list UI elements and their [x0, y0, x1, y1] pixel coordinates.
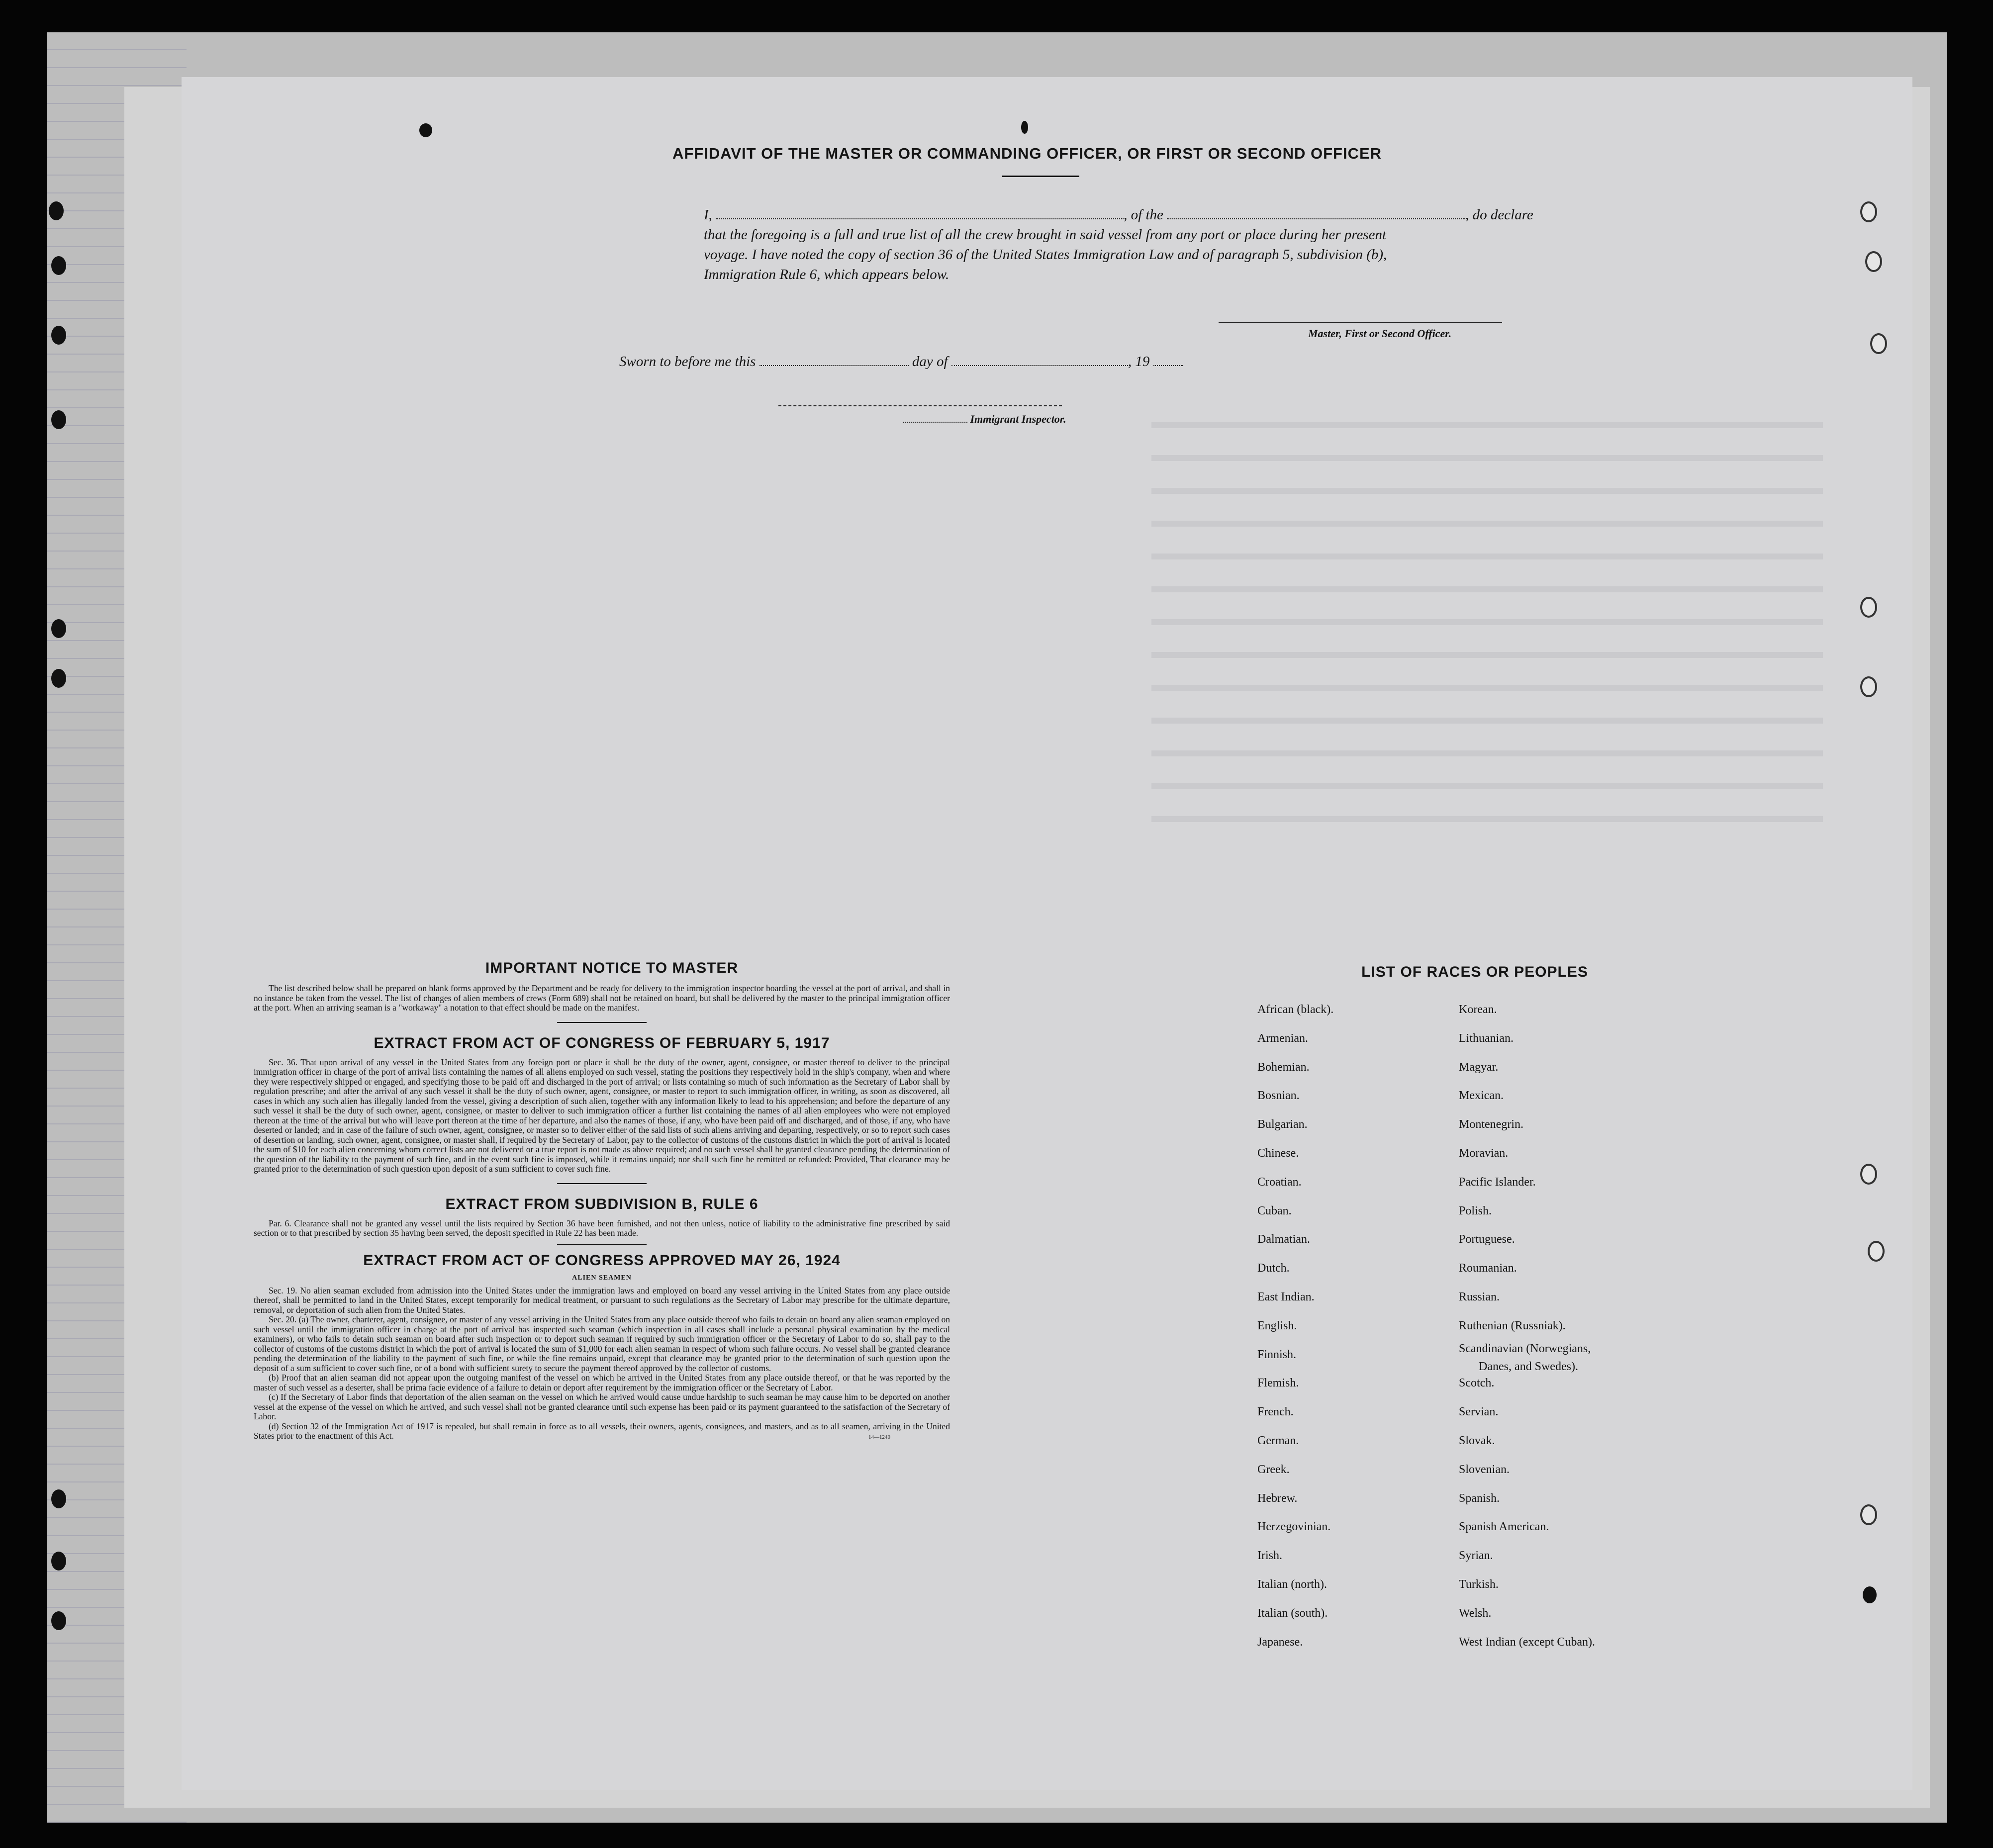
race-item: Dalmatian. — [1257, 1233, 1310, 1246]
race-item: Russian. — [1459, 1291, 1500, 1303]
race-item: Portuguese. — [1459, 1233, 1515, 1246]
binder-ring — [1860, 1504, 1877, 1525]
race-item: German. — [1257, 1434, 1299, 1447]
race-item: Syrian. — [1459, 1549, 1493, 1563]
inspector-caption-line — [903, 413, 1066, 426]
bleed-through-text — [1574, 410, 1582, 425]
master-signature-line — [1219, 322, 1502, 323]
race-item: French. — [1257, 1405, 1294, 1419]
race-item: Ruthenian (Russniak). — [1459, 1319, 1566, 1332]
binder-ring — [1860, 597, 1877, 618]
divider — [557, 1244, 647, 1245]
race-item: Chinese. — [1257, 1147, 1299, 1160]
race-item-continuation: Danes, and Swedes). — [1479, 1360, 1578, 1373]
extract-1924-title: EXTRACT FROM ACT OF CONGRESS APPROVED MAY 26, 1924 — [363, 1252, 841, 1269]
master-caption: Master, First or Second Officer. — [1308, 327, 1452, 340]
race-item: Hebrew. — [1257, 1491, 1298, 1505]
race-item: East Indian. — [1257, 1291, 1315, 1303]
race-item: Cuban. — [1257, 1204, 1292, 1217]
affidavit-of-the: , of the — [1124, 207, 1163, 223]
binder-ring — [1870, 333, 1887, 354]
inspector-caption: Immigrant Inspector. — [970, 413, 1066, 425]
sec-20b-body: (b) Proof that an alien seaman did not appear upon the outgoing manifest of the vessel on which he arrived in the United States from any place outside thereof, or that he was reported by the master of such vessel as a deserter, shall be prima facie evidence of a failure to detain or deport after requirement by the immigration officer or the Secretary of Labor. — [254, 1373, 950, 1392]
year-blank — [1153, 363, 1183, 366]
extract-1917-body: Sec. 36. That upon arrival of any vessel in the United States from any foreign port or place it shall be the duty of the owner, agent, consignee, or master thereof to deliver to the principal immigration officer in charge of the port of arrival lists containing the names of all aliens employed on such vessel, stating the positions they respectively hold in the ship's company, when and where they were respectively shipped or engaged, and specifying those to be paid off and discharged in the port of arrival; or lists containing so much of such information as the Secretary of Labor shall by regulation prescribe; and after the arrival of any such vessel it shall be the duty of such owner, agent, consignee, or master to report to such immigration officer, in writing, as soon as discovered, all cases in which any such alien has illegally landed from the vessel, giving a description of such alien, together with any information likely to lead to his apprehension; and before the departure of any such vessel it shall be the duty of such owner, agent, consignee, or master to deliver to such immigration officer a further list containing the names of all alien employees who were not employed thereon at the time of the arrival but who will leave port thereon at the time of her departure, and also the names of those, if any, who have been paid off and discharged, and of those, if any, who have deserted or landed; and in case of the failure of such owner, agent, consignee, or master so to deliver either of the said lists of such aliens arriving and departing, respectively, or so to report such cases of desertion or landing, such owner, agent, consignee, or master shall, if required by the Secretary of Labor, pay to the collector of customs of the customs district in which the port of arrival is located the sum of $10 for each alien concerning whom correct lists are not delivered or a true report is not made as above required; and no such vessel shall be granted clearance pending the determination of the question of the liability to the payment of such fine, and in the event such fine is imposed, while it remains unpaid; nor shall such fine be remitted or refunded: Provided, That clearance may be granted prior to the determination of such question upon deposit of a sum sufficient to cover such fine. — [254, 1057, 950, 1174]
race-item: Herzegovinian. — [1257, 1520, 1331, 1534]
affidavit-page — [182, 77, 1912, 1790]
alien-seamen-subtitle: ALIEN SEAMEN — [572, 1274, 632, 1282]
month-blank — [951, 363, 1128, 366]
race-item: Pacific Islander. — [1459, 1175, 1536, 1189]
binder-ring — [1860, 1164, 1877, 1185]
race-item: English. — [1257, 1319, 1297, 1332]
binder-hole — [51, 669, 66, 688]
race-item: Mexican. — [1459, 1089, 1504, 1103]
binder-hole — [51, 1611, 66, 1630]
race-item: Roumanian. — [1459, 1262, 1517, 1275]
race-item: Greek. — [1257, 1463, 1290, 1476]
inspector-blank — [903, 420, 967, 423]
race-item: African (black). — [1257, 1003, 1334, 1016]
inspector-signature-line — [778, 405, 1062, 406]
punch-hole — [1021, 121, 1028, 134]
race-item: Scandinavian (Norwegians, — [1459, 1342, 1591, 1355]
race-item: Welsh. — [1459, 1606, 1492, 1620]
affidavit-title: AFFIDAVIT OF THE MASTER OR COMMANDING OFFICER, OR FIRST OR SECOND OFFICER — [672, 145, 1382, 162]
day-of-text: day of — [912, 354, 948, 370]
extract-1917-title: EXTRACT FROM ACT OF CONGRESS OF FEBRUARY 5, 1917 — [374, 1034, 830, 1051]
punch-hole — [419, 123, 432, 137]
affidavit-line-3: voyage. I have noted the copy of section 36 of the United States Immigration Law and of paragraph 5, subdivision (b), — [704, 247, 1387, 263]
binder-hole — [51, 410, 66, 429]
binder-hole — [51, 326, 66, 345]
race-item: Slovak. — [1459, 1434, 1495, 1447]
race-item: Spanish American. — [1459, 1520, 1549, 1534]
name-blank — [716, 216, 1124, 219]
binder-hole — [49, 201, 64, 220]
binder-hole — [51, 619, 66, 638]
form-number: 14—1240 — [868, 1434, 890, 1440]
race-item: Japanese. — [1257, 1635, 1303, 1649]
race-item: Korean. — [1459, 1003, 1497, 1016]
race-item: Croatian. — [1257, 1175, 1302, 1189]
vessel-blank — [1167, 216, 1465, 219]
race-item: Dutch. — [1257, 1262, 1290, 1275]
day-blank — [759, 363, 909, 366]
sworn-text: Sworn to before me this — [619, 354, 756, 370]
race-item: Servian. — [1459, 1405, 1499, 1419]
binder-ring — [1865, 251, 1882, 272]
affidavit-line-2: that the foregoing is a full and true list of all the crew brought in said vessel from any port or place during her present — [704, 227, 1387, 243]
race-item: Bohemian. — [1257, 1060, 1310, 1074]
race-item: Moravian. — [1459, 1147, 1509, 1160]
race-item: Scotch. — [1459, 1377, 1495, 1390]
race-item: Magyar. — [1459, 1060, 1499, 1074]
race-item: Spanish. — [1459, 1491, 1500, 1505]
affidavit-line-4: Immigration Rule 6, which appears below. — [704, 267, 949, 282]
race-item: Flemish. — [1257, 1377, 1299, 1390]
race-item: Polish. — [1459, 1204, 1492, 1217]
extract-rule6-title: EXTRACT FROM SUBDIVISION B, RULE 6 — [445, 1196, 759, 1212]
affidavit-declaration — [704, 205, 1569, 284]
binder-hole — [51, 1489, 66, 1508]
race-item: Finnish. — [1257, 1348, 1297, 1361]
sec-20c-body: (c) If the Secretary of Labor finds that deportation of the alien seaman on the vessel on which he arrived would cause undue hardship to such seaman he may cause him to be deported on another vessel at the expense of the vessel on which he arrived, and such vessel shall not be granted clearance until such expense has been paid or its payment guaranteed to the satisfaction of the Secretary of Labor. — [254, 1392, 950, 1421]
race-item: Irish. — [1257, 1549, 1282, 1563]
sec-19-body: Sec. 19. No alien seaman excluded from admission into the United States under the immigration laws and employed on board any vessel arriving in the United States from any place outside thereof, shall be permitted to land in the United States, except temporarily for medical treatment, or pursuant to such regulations as the Secretary of Labor may prescribe for the ultimate departure, removal, or deportation of such alien from the United States. — [254, 1285, 950, 1315]
divider — [557, 1183, 647, 1184]
race-item: Slovenian. — [1459, 1463, 1510, 1476]
binder-hole — [1863, 1586, 1877, 1603]
race-item: Italian (south). — [1257, 1606, 1328, 1620]
race-item: Bosnian. — [1257, 1089, 1300, 1103]
binder-hole — [51, 1552, 66, 1571]
extract-rule6-body: Par. 6. Clearance shall not be granted any vessel until the lists required by Section 36 have been furnished, and not then unless, notice of liability to the administrative fine prescribed by said section or to that prescribed by section 35 having been served, the deposit specified in Rule 22 has been made. — [254, 1218, 950, 1238]
year-prefix: , 19 — [1128, 354, 1150, 370]
divider — [557, 1022, 647, 1023]
race-item: Montenegrin. — [1459, 1118, 1523, 1131]
binder-hole — [51, 256, 66, 275]
affidavit-declare: , do declare — [1465, 207, 1533, 223]
notice-body: The list described below shall be prepared on blank forms approved by the Department and be ready for delivery to the immigration inspector boarding the vessel at the port of arrival, and shall in no instance be taken from the vessel. The list of changes of alien members of crews (Form 689) shall not be retained on board, but shall be delivered by the master to the principal immigration officer at the port. When an arriving seaman is a "workaway" a notation to that effect should be made on the manifest. — [254, 983, 950, 1013]
sec-20d-body: (d) Section 32 of the Immigration Act of 1917 is repealed, but shall remain in force as to all vessels, their owners, agents, consignees, and masters, and as to all seamen, arriving in the United States prior to the enactment of this Act. — [254, 1421, 950, 1441]
notice-column — [254, 960, 950, 1440]
race-item: Turkish. — [1459, 1578, 1499, 1591]
binder-ring — [1860, 676, 1877, 697]
notice-title: IMPORTANT NOTICE TO MASTER — [485, 960, 739, 976]
affidavit-i: I, — [704, 207, 712, 223]
sec-20a-body: Sec. 20. (a) The owner, charterer, agent, consignee, or master of any vessel arriving in the United States from any place outside thereof who fails to detain on board any alien seaman employed on such vessel until the immigration officer in charge at the port of arrival has inspected such seaman (which inspection in all cases shall include a personal physical examination by the medical examiners), or who fails to detain such seaman on board after such inspection or to deport such seaman if required by such immigration officer or the Secretary of Labor to do so, shall pay to the collector of customs of the customs district in which the port of arrival is located the sum of $1,000 for each alien seaman in respect of whom such failure occurs. No vessel shall be granted clearance pending the determination of the liability to the payment of such fine, or while the fine remains unpaid, except that clearance may be granted prior to the determination of such question upon the deposit of a sum sufficient to cover such fine, or of a bond with sufficient surety to secure the payment thereof approved by the collector of customs. — [254, 1314, 950, 1373]
race-item: Lithuanian. — [1459, 1031, 1514, 1045]
binder-ring — [1868, 1241, 1885, 1262]
races-title: LIST OF RACES OR PEOPLES — [1361, 964, 1588, 980]
binder-ring — [1860, 201, 1877, 222]
race-item: West Indian (except Cuban). — [1459, 1635, 1595, 1649]
title-rule — [1002, 176, 1079, 177]
race-item: Italian (north). — [1257, 1578, 1327, 1591]
race-item: Bulgarian. — [1257, 1118, 1308, 1131]
sworn-line — [619, 352, 1183, 371]
race-item: Armenian. — [1257, 1031, 1308, 1045]
bleed-through-shadow — [1151, 400, 1823, 848]
